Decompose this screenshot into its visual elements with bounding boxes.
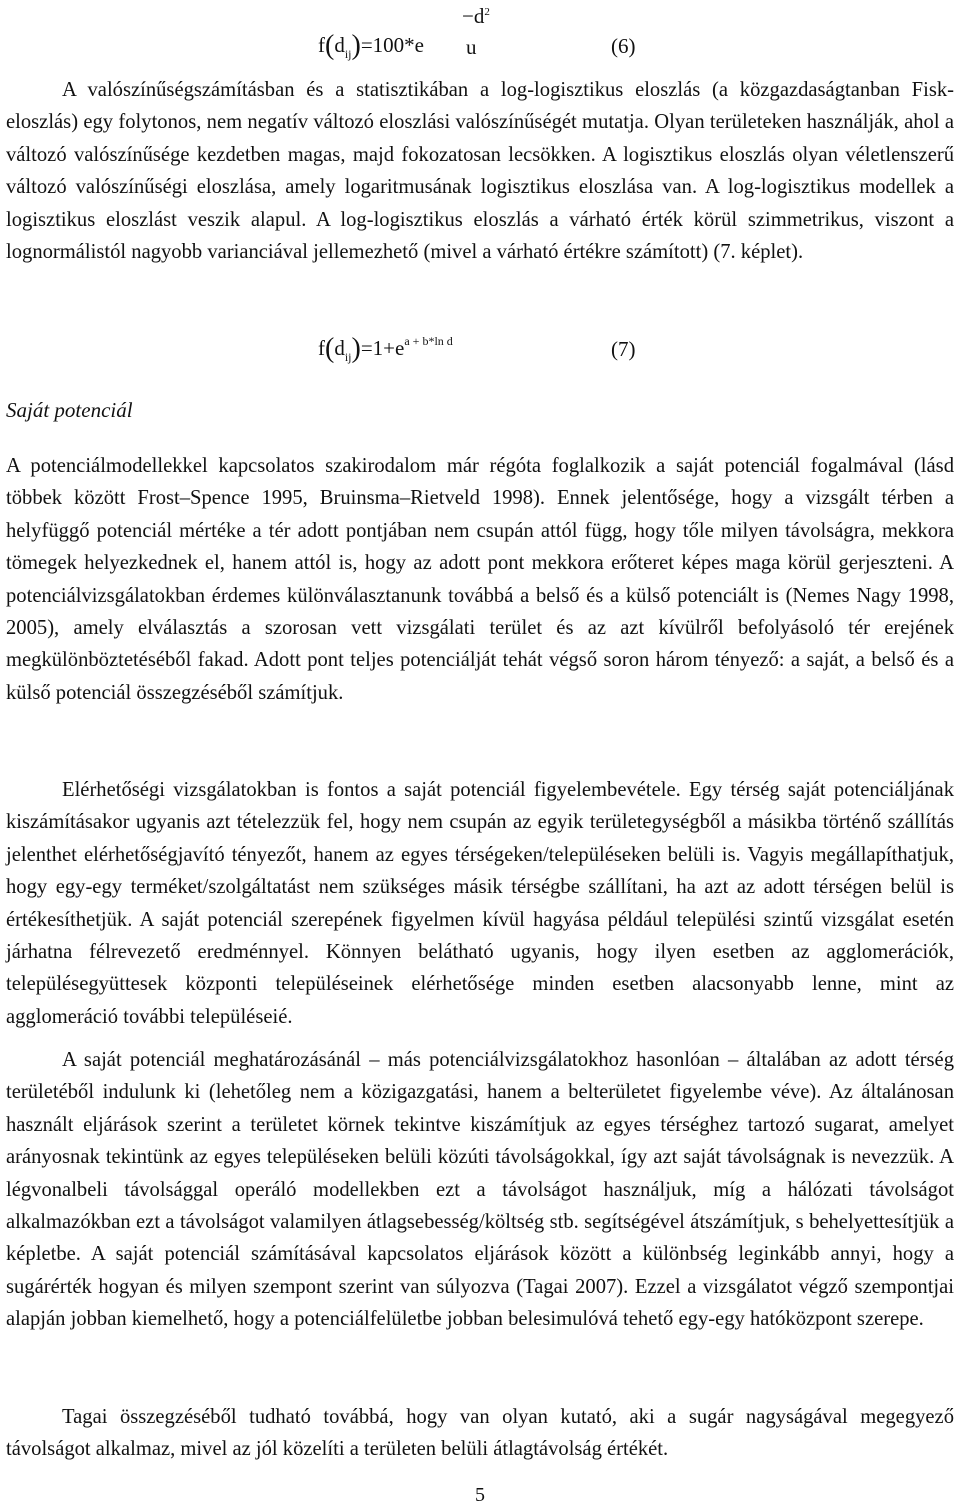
formula-6-open-paren: ( bbox=[325, 30, 335, 61]
formula-7 bbox=[318, 331, 453, 363]
formula-7-d: d bbox=[334, 336, 345, 360]
page-number: 5 bbox=[475, 1484, 485, 1506]
formula-6-rhs: =100*e bbox=[360, 33, 424, 57]
formula-7-number: (7) bbox=[611, 337, 636, 361]
paragraph-accessibility: Elérhetőségi vizsgálatokban is fontos a saját potenciál figyelembevétele. Egy térség saját potenciáljának kiszámításakor ugyanis azt tételezzük fel, hogy nem csupán az egyik területegységből a másikba történő szállítás jelenthet elérhetőségjavító tényezőt, hanem az egyes térségeken/településeken belüli is. Vagyis megállapíthatjuk, hogy egy-egy terméket/szolgáltatást nem szükséges másik térségbe szállítani, ha azt az adott térségen belül is értékesíthetjük. A saját potenciál szerepének figyelmen kívül hagyása például települési szintű vizsgálat esetén járhatna félrevezető eredménnyel. Könnyen belátható ugyanis, hogy ilyen esetben az agglomerációk, településegyüttesek központi településeinek elérhetősége minden esetben alacsonyabb lenne, mint az agglomeráció további településeié. bbox=[6, 779, 954, 1028]
formula-6-close-paren: ) bbox=[351, 30, 361, 61]
paragraph-log-logistic: A valószínűségszámításban és a statisztikában a log-logisztikus eloszlás (a közgazdaságtanban Fisk-eloszlás) egy folytonos, nem negatív változó eloszlási valószínűségét mutatja. Olyan területeken használják, ahol a változó valószínűsége kezdetben magas, majd fokozatosan lecsökken. A logisztikus eloszlás olyan véletlenszerű változó valószínűségi eloszlása, amely logaritmusának logisztikus eloszlása van. A log-logisztikus modellek a logisztikus eloszlást veszik alapul. A log-logisztikus eloszlás a várható érték körül szimmetrikus, viszont a lognormálistól nagyobb varianciával jellemezhető (mivel a várható értékre számított) (7. képlet). bbox=[6, 79, 954, 264]
formula-6-number: (6) bbox=[611, 34, 636, 58]
formula-7-f: f bbox=[318, 336, 325, 360]
formula-7-close-paren: ) bbox=[351, 333, 361, 364]
formula-6-exponent-top bbox=[462, 4, 490, 29]
formula-6-exponent-bottom: u bbox=[466, 35, 477, 59]
formula-7-open-paren: ( bbox=[325, 333, 335, 364]
section-heading: Saját potenciál bbox=[6, 398, 133, 422]
formula-6-exponent-numerator: −d bbox=[462, 4, 485, 28]
paragraph-tagai: Tagai összegzéséből tudható továbbá, hogy van olyan kutató, aki a sugár nagyságával megegyező távolságot alkalmaz, mivel az jól közelíti a területen belüli átlagtávolság értékét. bbox=[6, 1406, 954, 1461]
formula-7-exponent: a + b*ln d bbox=[404, 334, 453, 348]
formula-6 bbox=[318, 28, 424, 60]
paragraph-determination: A saját potenciál meghatározásánál – más potenciálvizsgálatokhoz hasonlóan – általában az adott térség területéből indulunk ki (lehetőleg nem a közigazgatási, hanem a belterületet figyelembe véve). Az általánosan használt eljárások szerint a területet körnek tekintve kiszámítjuk az egyes térséghez tartozó sugarat, amelyet arányosnak tekintünk az egyes településeken belüli közúti távolságokkal, így azt saját távolságnak is nevezzük. A légvonalbeli távolsággal operáló modellekben ezt a távolságot használjuk, míg a hálózati távolságot alkalmazókban ezt a távolságot valamilyen átlagsebesség/költség stb. segítségével átszámítjuk, s behelyettesítjük a képletbe. A saját potenciál számításával kapcsolatos eljárások között a különbség leginkább annyi, hogy a sugárérték hogyan és milyen szempont szerint van súlyozva (Tagai 2007). Ezzel a vizsgálatot végző szempontjai alapján jobban kiemelhető, hogy a potenciálfelületbe jobban belesimulóvá tehető egy-egy hatóközpont szerepe. bbox=[6, 1049, 954, 1331]
formula-6-subscript: ij bbox=[344, 47, 352, 61]
formula-6-f: f bbox=[318, 33, 325, 57]
formula-7-subscript: ij bbox=[344, 350, 352, 364]
formula-6-exponent-power: 2 bbox=[484, 6, 490, 18]
formula-6-d: d bbox=[334, 33, 345, 57]
formula-7-rhs: =1+e bbox=[360, 336, 405, 360]
paragraph-potential-models: A potenciálmodellekkel kapcsolatos szakirodalom már régóta foglalkozik a saját potenciál fogalmával (lásd többek között Frost–Spence 1995, Bruinsma–Rietveld 1998). Ennek jelentősége, hogy a vizsgált térben a helyfüggő potenciál mértéke a tér adott pontjában nem csupán attól függ, hogy tőle milyen távolságra, mekkora tömegek helyezkednek el, hanem attól is, hogy az adott pont mekkora erőteret képes maga körül gerjeszteni. A potenciálvizsgálatokban érdemes különválasztanunk továbbá a belső és a külső potenciált is (Nemes Nagy 1998, 2005), amely elválasztás a szorosan vett vizsgálati terület és az azt kívülről befolyásoló tér erejének megkülönböztetéséből fakad. Adott pont teljes potenciálját tehát végső soron három tényező: a saját, a belső és a külső potenciál összegzéséből számítjuk. bbox=[6, 455, 954, 704]
